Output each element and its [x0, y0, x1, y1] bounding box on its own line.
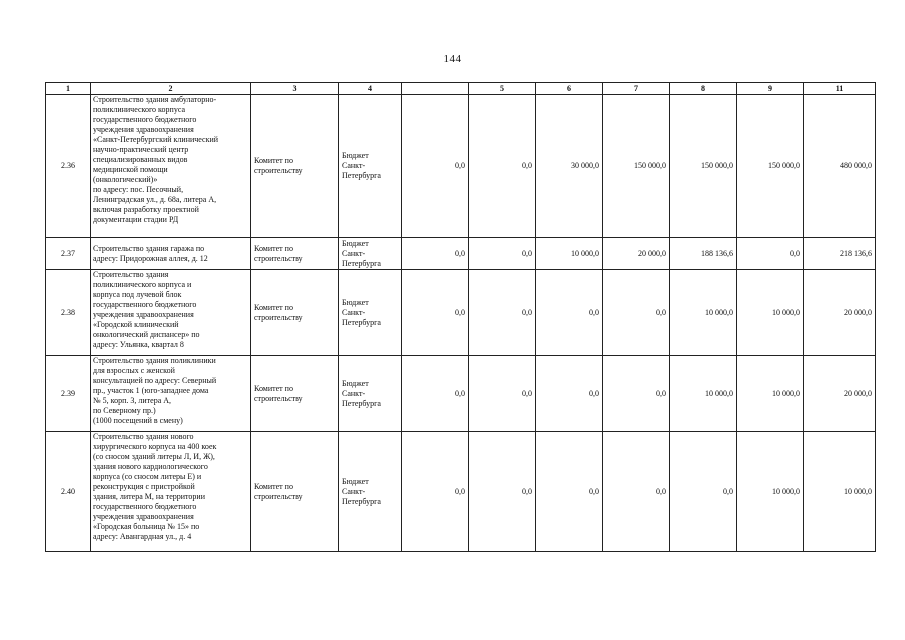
- executor: Комитет по строительству: [251, 95, 339, 238]
- value-cell: 10 000,0: [804, 432, 876, 552]
- value-cell: 150 000,0: [670, 95, 737, 238]
- object-name: Строительство здания амбулаторно- поликлинического корпуса государственного бюджетного учреждения здравоохранения «Санкт-Петербургский клинический научно-практический центр специализированных видов медицинской помощи (онкологический)» по адресу: пос. Песочный, Ленинградская ул., д. 68а, литера А, включая разработку проектной документации стадии РД: [91, 95, 251, 238]
- value-cell: 0,0: [402, 270, 469, 356]
- row-index: 2.37: [46, 238, 91, 270]
- value-cell: 0,0: [536, 270, 603, 356]
- row-index: 2.38: [46, 270, 91, 356]
- value-cell: 0,0: [469, 270, 536, 356]
- value-cell: 480 000,0: [804, 95, 876, 238]
- table-row: [46, 356, 876, 432]
- executor: Комитет по строительству: [251, 238, 339, 270]
- table-row: [46, 432, 876, 552]
- value-cell: 0,0: [469, 356, 536, 432]
- value-cell: 0,0: [402, 356, 469, 432]
- value-cell: 0,0: [469, 95, 536, 238]
- funding-source: Бюджет Санкт- Петербурга: [339, 238, 402, 270]
- funding-source: Бюджет Санкт- Петербурга: [339, 95, 402, 238]
- value-cell: 10 000,0: [737, 432, 804, 552]
- object-name: Строительство здания нового хирургического корпуса на 400 коек (со сносом зданий литеры Л, И, Ж), здания нового кардиологического корпуса (со сносом литеры Е) и реконструкция с пристройкой здания, литера М, на территории государственного бюджетного учреждения здравоохранения «Городская больница № 15» по адресу: Авангардная ул., д. 4: [91, 432, 251, 552]
- value-cell: 0,0: [737, 238, 804, 270]
- value-cell: 0,0: [670, 432, 737, 552]
- value-cell: 0,0: [469, 238, 536, 270]
- value-cell: 10 000,0: [536, 238, 603, 270]
- value-cell: 0,0: [603, 270, 670, 356]
- value-cell: 0,0: [536, 356, 603, 432]
- header-cell: 6: [536, 83, 603, 95]
- header-cell: 3: [251, 83, 339, 95]
- header-cell: 1: [46, 83, 91, 95]
- value-cell: 0,0: [402, 238, 469, 270]
- header-cell: 9: [737, 83, 804, 95]
- header-cell: 11: [804, 83, 876, 95]
- object-name: Строительство здания поликлиники для взрослых с женской консультацией по адресу: Северный пр., участок 1 (юго-западнее дома № 5, корп. 3, литера А, по Северному пр.) (1000 посещений в смену): [91, 356, 251, 432]
- executor: Комитет по строительству: [251, 270, 339, 356]
- value-cell: 0,0: [469, 432, 536, 552]
- budget-table: [45, 82, 876, 552]
- header-cell: 8: [670, 83, 737, 95]
- object-name: Строительство здания гаража по адресу: Придорожная аллея, д. 12: [91, 238, 251, 270]
- value-cell: 150 000,0: [737, 95, 804, 238]
- funding-source: Бюджет Санкт- Петербурга: [339, 432, 402, 552]
- value-cell: 0,0: [402, 95, 469, 238]
- header-cell: 7: [603, 83, 670, 95]
- table-row: [46, 238, 876, 270]
- value-cell: 10 000,0: [670, 270, 737, 356]
- funding-source: Бюджет Санкт- Петербурга: [339, 356, 402, 432]
- value-cell: 10 000,0: [737, 270, 804, 356]
- value-cell: 10 000,0: [737, 356, 804, 432]
- header-cell: 4: [339, 83, 402, 95]
- value-cell: 20 000,0: [804, 270, 876, 356]
- header-row: [46, 83, 876, 95]
- object-name: Строительство здания поликлинического корпуса и корпуса под лучевой блок государственного бюджетного учреждения здравоохранения «Городской клинический онкологический диспансер» по адресу: Ульянка, квартал 8: [91, 270, 251, 356]
- table-row: [46, 270, 876, 356]
- value-cell: 218 136,6: [804, 238, 876, 270]
- value-cell: 0,0: [402, 432, 469, 552]
- header-cell: 5: [469, 83, 536, 95]
- row-index: 2.39: [46, 356, 91, 432]
- value-cell: 188 136,6: [670, 238, 737, 270]
- value-cell: 20 000,0: [603, 238, 670, 270]
- value-cell: 0,0: [536, 432, 603, 552]
- row-index: 2.36: [46, 95, 91, 238]
- executor: Комитет по строительству: [251, 432, 339, 552]
- table-row: [46, 95, 876, 238]
- value-cell: 0,0: [603, 432, 670, 552]
- value-cell: 150 000,0: [603, 95, 670, 238]
- header-cell: 2: [91, 83, 251, 95]
- executor: Комитет по строительству: [251, 356, 339, 432]
- row-index: 2.40: [46, 432, 91, 552]
- value-cell: 0,0: [603, 356, 670, 432]
- value-cell: 20 000,0: [804, 356, 876, 432]
- value-cell: 30 000,0: [536, 95, 603, 238]
- funding-source: Бюджет Санкт- Петербурга: [339, 270, 402, 356]
- header-cell: [402, 83, 469, 95]
- value-cell: 10 000,0: [670, 356, 737, 432]
- page-number: 144: [443, 53, 462, 65]
